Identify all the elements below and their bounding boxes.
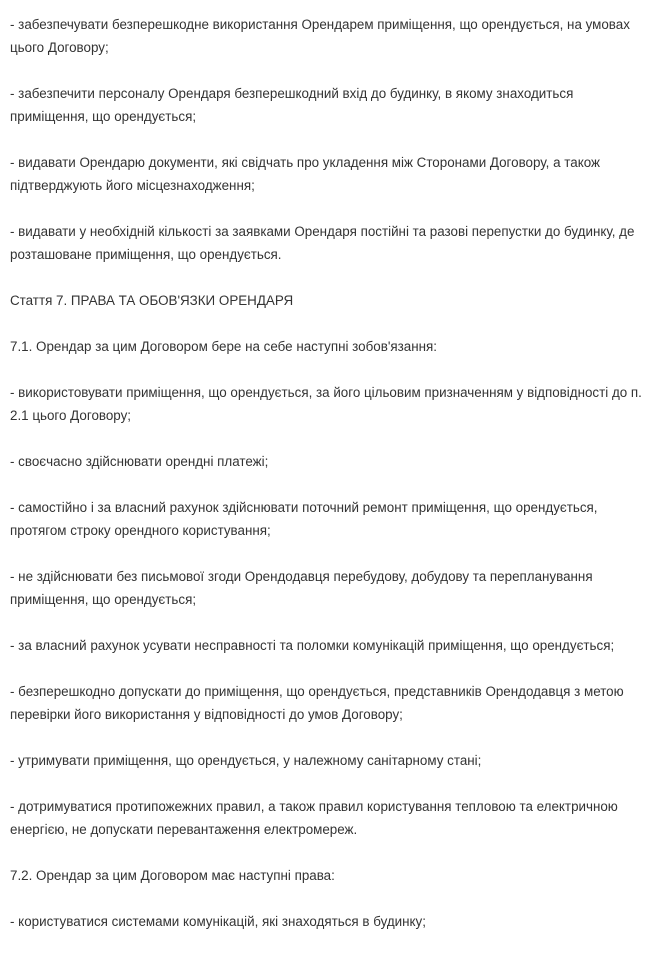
paragraph-landlord-obligation-access: - забезпечити персоналу Орендаря безперешкодний вхід до будинку, в якому знаходиться приміщення, що орендується; — [10, 86, 574, 124]
paragraph-landlord-obligation-use: - забезпечувати безперешкодне використання Орендарем приміщення, що орендується, на умовах цього Договору; — [10, 17, 630, 55]
paragraph-tenant-obligation-fix-faults: - за власний рахунок усувати несправності та поломки комунікацій приміщення, що орендується; — [10, 638, 615, 653]
paragraph-tenant-obligation-repair: - самостійно і за власний рахунок здійснювати поточний ремонт приміщення, що орендується, протягом строку орендного користування; — [10, 500, 598, 538]
paragraph-landlord-obligation-documents: - видавати Орендарю документи, які свідчать про укладення між Сторонами Договору, а також підтверджують його місцезнаходження; — [10, 155, 600, 193]
paragraph-tenant-obligation-purpose: - використовувати приміщення, що орендується, за його цільовим призначенням у відповідності до п. 2.1 цього Договору; — [10, 385, 642, 423]
paragraph-landlord-obligation-passes: - видавати у необхідній кількості за заявками Орендаря постійні та разові перепустки до будинку, де розташоване приміщення, що орендується. — [10, 224, 635, 262]
paragraph-tenant-obligation-fire-safety: - дотримуватися протипожежних правил, а також правил користування тепловою та електричною енергією, не допускати перевантаження електромереж. — [10, 799, 618, 837]
paragraph-tenant-obligation-no-rebuild: - не здійснювати без письмової згоди Орендодавця перебудову, добудову та перепланування приміщення, що орендується; — [10, 569, 593, 607]
paragraph-tenant-obligation-sanitary: - утримувати приміщення, що орендується, у належному санітарному стані; — [10, 753, 482, 768]
clause-7-2-heading: 7.2. Орендар за цим Договором має наступні права: — [10, 868, 335, 883]
clause-7-1-heading: 7.1. Орендар за цим Договором бере на себе наступні зобов'язання: — [10, 339, 438, 354]
section-heading-article-7: Стаття 7. ПРАВА ТА ОБОВ'ЯЗКИ ОРЕНДАРЯ — [10, 293, 294, 308]
paragraph-tenant-obligation-admit: - безперешкодно допускати до приміщення, що орендується, представників Орендодавця з метою перевірки його використання у відповідності до умов Договору; — [10, 684, 624, 722]
document-body — [10, 13, 650, 956]
paragraph-tenant-obligation-payments: - своєчасно здійснювати орендні платежі; — [10, 454, 269, 469]
paragraph-tenant-right-utilities: - користуватися системами комунікацій, які знаходяться в будинку; — [10, 914, 426, 929]
